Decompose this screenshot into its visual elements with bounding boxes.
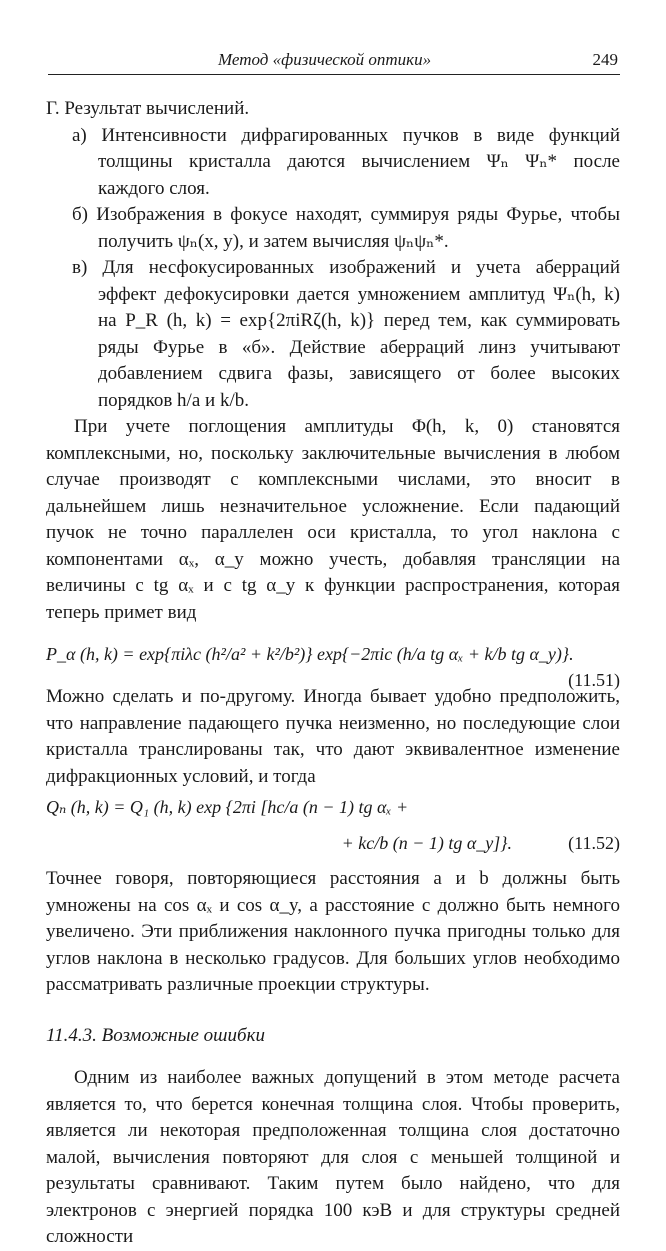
paragraph-precise: Точнее говоря, повторяющиеся расстояния a и b должны быть умножены на cos αₓ и cos α_y, а расстояние c должно быть немного увеличено. Эти приближения наклонного пучка пригодны только для углов наклона в несколько градусов. Для больших углов необходимо рассматривать различные проекции структуры. xyxy=(46,868,620,995)
equation-11-52-line-2: + kc/b (n − 1) tg α_y]}. xyxy=(341,833,512,853)
list-item-a: а) Интенсивности дифрагированных пучков в виде функций толщины кристалла даются вычислением Ψₙ Ψₙ* после каждого слоя. xyxy=(72,124,620,199)
equation-11-52 xyxy=(46,790,620,866)
section-g-lead: Г. Результат вычислений. xyxy=(46,98,250,119)
equation-11-51-expression: P_α (h, k) = exp{πiλc (h²/a² + k²/b²)} exp{−2πic (h/a tg αₓ + k/b tg α_y)}. xyxy=(46,644,574,664)
running-header xyxy=(48,48,620,75)
page-number: 249 xyxy=(592,50,618,69)
page-body xyxy=(46,96,620,1251)
equation-11-51-number: (11.51) xyxy=(568,670,620,690)
section-title: 11.4.3. Возможные ошибки xyxy=(46,1024,265,1046)
paragraph-errors: Одним из наиболее важных допущений в этом методе расчета является то, что берется конечная толщина слоя. Чтобы проверить, является ли некоторая предположенная толщина слоя достаточно малой, вычисления повторяют для слоя с меньшей толщиной и результаты сравнивают. Таким путем было найдено, что для электронов с энергией порядка 100 кэВ и для структуры средней сложности xyxy=(46,1067,620,1247)
equation-11-52-number: (11.52) xyxy=(568,833,620,853)
paragraph-absorption: При учете поглощения амплитуды Φ(h, k, 0) становятся комплексными, но, поскольку заключительные вычисления в любом случае производят с комплексными числами, это вносит в дальнейшем лишь незначительное усложнение. Если падающий пучок не точно параллелен оси кристалла, то угол наклона с компонентами αₓ, α_y можно учесть, добавляя трансляции на величины c tg αₓ и c tg α_y к функции распространения, которая теперь примет вид xyxy=(46,416,620,623)
equation-11-52-line-1: Qₙ (h, k) = Q₁ (h, k) exp {2πi [hc/a (n − 1) tg αₓ + xyxy=(46,797,409,817)
paragraph-alternative: Можно сделать и по-другому. Иногда бывает удобно предположить, что направление падающего пучка неизменно, но последующие слои кристалла транслированы так, что дают эквивалентное изменение дифракционных условий, и тогда xyxy=(46,686,620,787)
list-item-v: в) Для несфокусированных изображений и учета аберраций эффект дефокусировки дается умножением амплитуд Ψₙ(h, k) на P_R (h, k) = exp{2πiRζ(h, k)} перед тем, как суммировать ряды Фурье в «б». Действие аберраций линз учитывают добавлением сдвига фазы, зависящего от более высоких порядков h/a и k/b. xyxy=(72,257,620,411)
equation-11-51 xyxy=(46,626,620,690)
list-item-b: б) Изображения в фокусе находят, суммируя ряды Фурье, чтобы получить ψₙ(x, y), и затем вычисляя ψₙψₙ*. xyxy=(72,204,620,252)
running-title: Метод «физической оптики» xyxy=(218,50,432,69)
